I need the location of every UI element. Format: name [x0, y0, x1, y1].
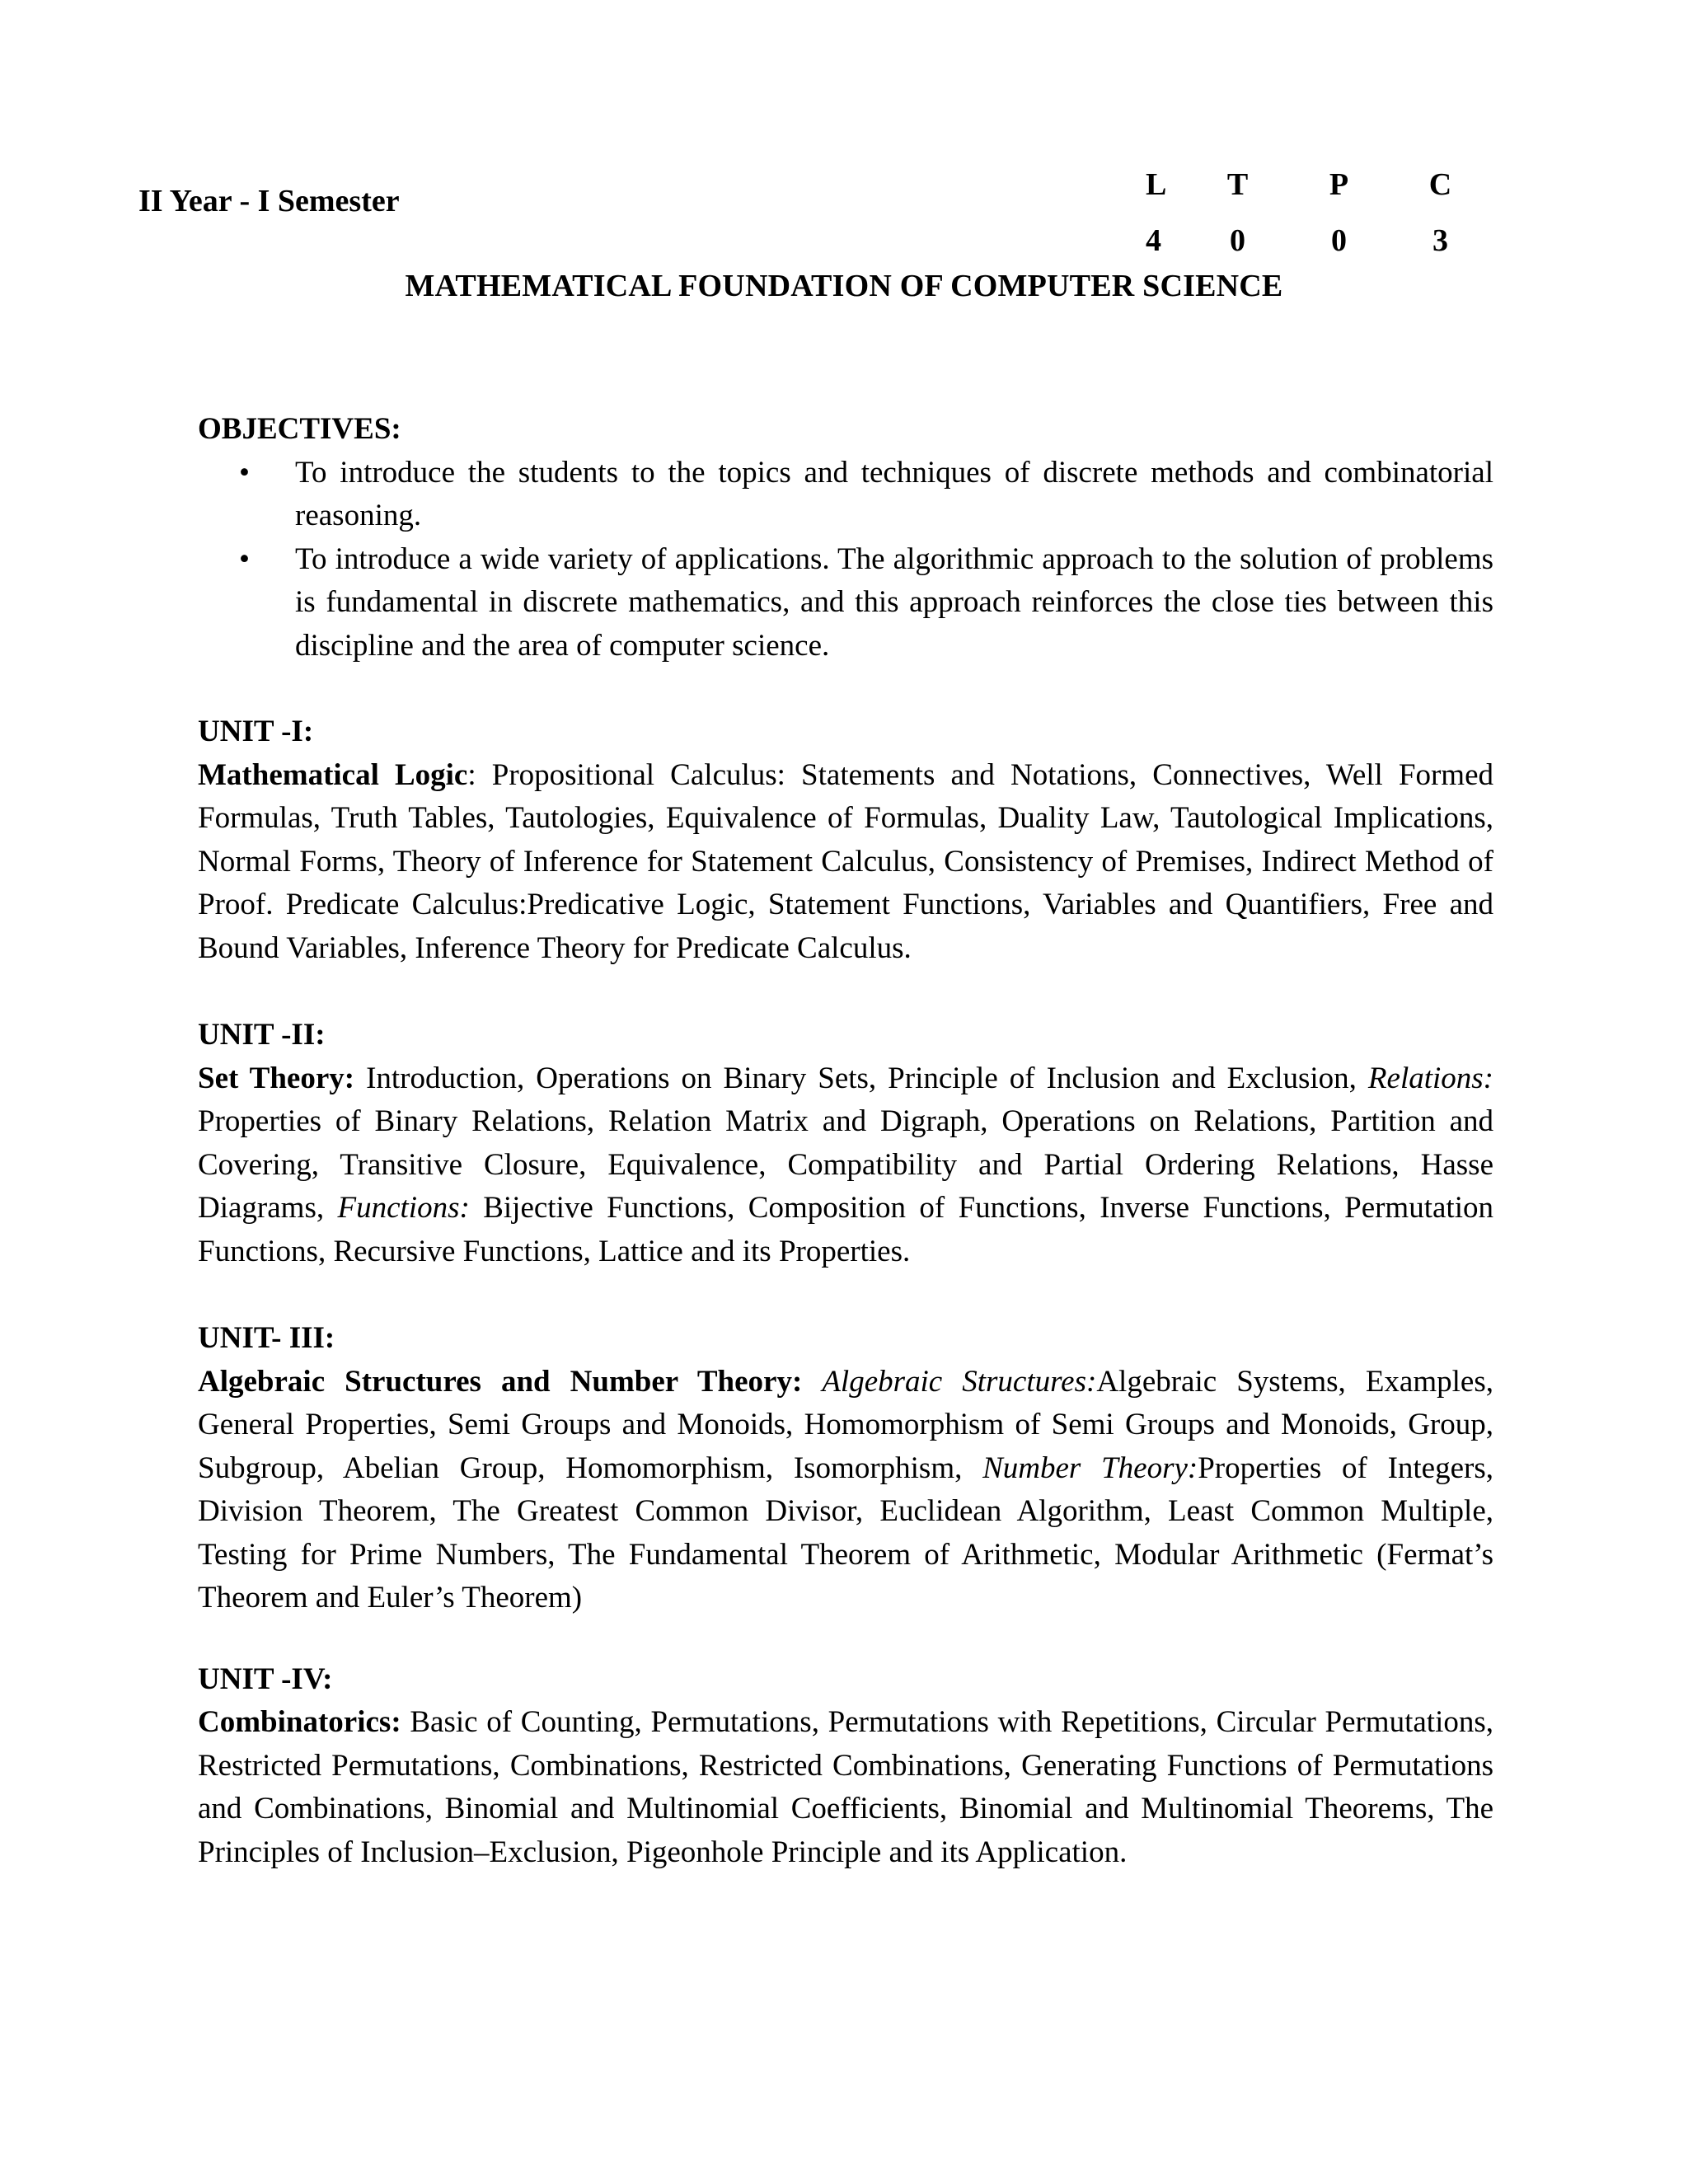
objective-text: To introduce the students to the topics and techniques of discrete methods and combinatorial reasoning. — [295, 455, 1493, 532]
unit-3-body-2: Algebraic Systems, Examples, General Properties, Semi Groups and Monoids, Homomorphism of Semi Groups and Monoids, Group, Subgroup, Abelian Group, Homomorphism, Isomorphism, — [198, 1364, 1493, 1485]
course-title: MATHEMATICAL FOUNDATION OF COMPUTER SCIENCE — [405, 269, 1283, 303]
unit-1-body: : Propositional Calculus: Statements and Notations, Connectives, Well Formed Formulas, Truth Tables, Tautologies, Equivalence of Formulas, Duality Law, Tautological Implications, Normal Forms, Theory of Inference for Statement Calculus, Consistency of Premises, Indirect Method of Proof. Predicate Calculus:Predicative Logic, Statement Functions, Variables and Quantifiers, Free and Bound Variables, Inference Theory for Predicate Calculus. — [198, 757, 1494, 965]
ltpc-label-l: L — [1146, 167, 1167, 202]
unit-3-text — [198, 1361, 1493, 1620]
unit-2-heading: UNIT -II: — [198, 1018, 326, 1052]
unit-1-text — [198, 754, 1493, 971]
unit-2-body-1: Introduction, Operations on Binary Sets, Principle of Inclusion and Exclusion, — [354, 1061, 1368, 1095]
unit-4-heading: UNIT -IV: — [198, 1661, 333, 1696]
objectives-list — [198, 452, 1493, 668]
unit-4-body: Basic of Counting, Permutations, Permutations with Repetitions, Circular Permutations, Restricted Permutations, Combinations, Restricted Combinations, Generating Functions of Permutations and Combinations, Binomial and Multinomial Coefficients, Binomial and Multinomial Theorems, The Principles of Inclusion–Exclusion, Pigeonhole Principle and its Application. — [198, 1705, 1493, 1869]
ltpc-table — [1146, 157, 1492, 269]
unit-2-subtopic-relations: Relations: — [1367, 1061, 1494, 1095]
syllabus-content — [198, 408, 1493, 1874]
ltpc-value-c: 3 — [1432, 223, 1448, 258]
unit-3-subtopic-algebraic: Algebraic Structures: — [822, 1364, 1097, 1399]
ltpc-value-p: 0 — [1331, 223, 1347, 258]
unit-1-topic: Mathematical Logic — [198, 757, 468, 792]
objective-item — [239, 538, 1493, 668]
unit-2-body-2: Properties of Binary Relations, Relation Matrix and Digraph, Operations on Relations, Partition and Covering, Transitive Closure, Equivalence, Compatibility and Partial Ordering Relations, Hasse Diagrams, — [198, 1104, 1493, 1225]
unit-2-text — [198, 1057, 1493, 1274]
bullet-icon: • — [239, 541, 250, 576]
unit-3-topic: Algebraic Structures and Number Theory: — [198, 1364, 803, 1399]
ltpc-value-t: 0 — [1230, 223, 1245, 258]
unit-3-subtopic-number-theory: Number Theory: — [982, 1451, 1198, 1485]
bullet-icon: • — [239, 455, 250, 490]
ltpc-label-t: T — [1226, 167, 1249, 202]
objective-text: To introduce a wide variety of applications. The algorithmic approach to the solution of problems is fundamental in discrete mathematics, and this approach reinforces the close ties between this discipline and the area of computer science. — [295, 541, 1493, 663]
unit-3-heading: UNIT- III: — [198, 1321, 335, 1355]
unit-2-topic: Set Theory: — [198, 1061, 355, 1095]
objective-item — [239, 452, 1493, 538]
ltpc-label-c: C — [1428, 167, 1452, 202]
unit-4-text — [198, 1701, 1493, 1874]
unit-2-body-3: Bijective Functions, Composition of Functions, Inverse Functions, Permutation Functions, Recursive Functions, Lattice and its Properties. — [198, 1191, 1493, 1268]
ltpc-value-l: 4 — [1146, 223, 1161, 258]
semester-label: II Year - I Semester — [138, 184, 400, 218]
unit-1-heading: UNIT -I: — [198, 715, 314, 748]
ltpc-labels-row — [1146, 157, 1492, 213]
unit-3-body-3: Properties of Integers, Division Theorem, The Greatest Common Divisor, Euclidean Algorithm, Least Common Multiple, Testing for Prime Numbers, The Fundamental Theorem of Arithmetic, Modular Arithmetic (Fermat’s Theorem and Euler’s Theorem) — [198, 1451, 1493, 1615]
unit-4-topic: Combinatorics: — [198, 1705, 401, 1739]
unit-3-body-1 — [802, 1365, 822, 1399]
objectives-heading: OBJECTIVES: — [198, 412, 401, 446]
ltpc-label-p: P — [1329, 167, 1349, 202]
ltpc-values-row — [1146, 213, 1492, 269]
unit-2-subtopic-functions: Functions: — [337, 1191, 470, 1225]
